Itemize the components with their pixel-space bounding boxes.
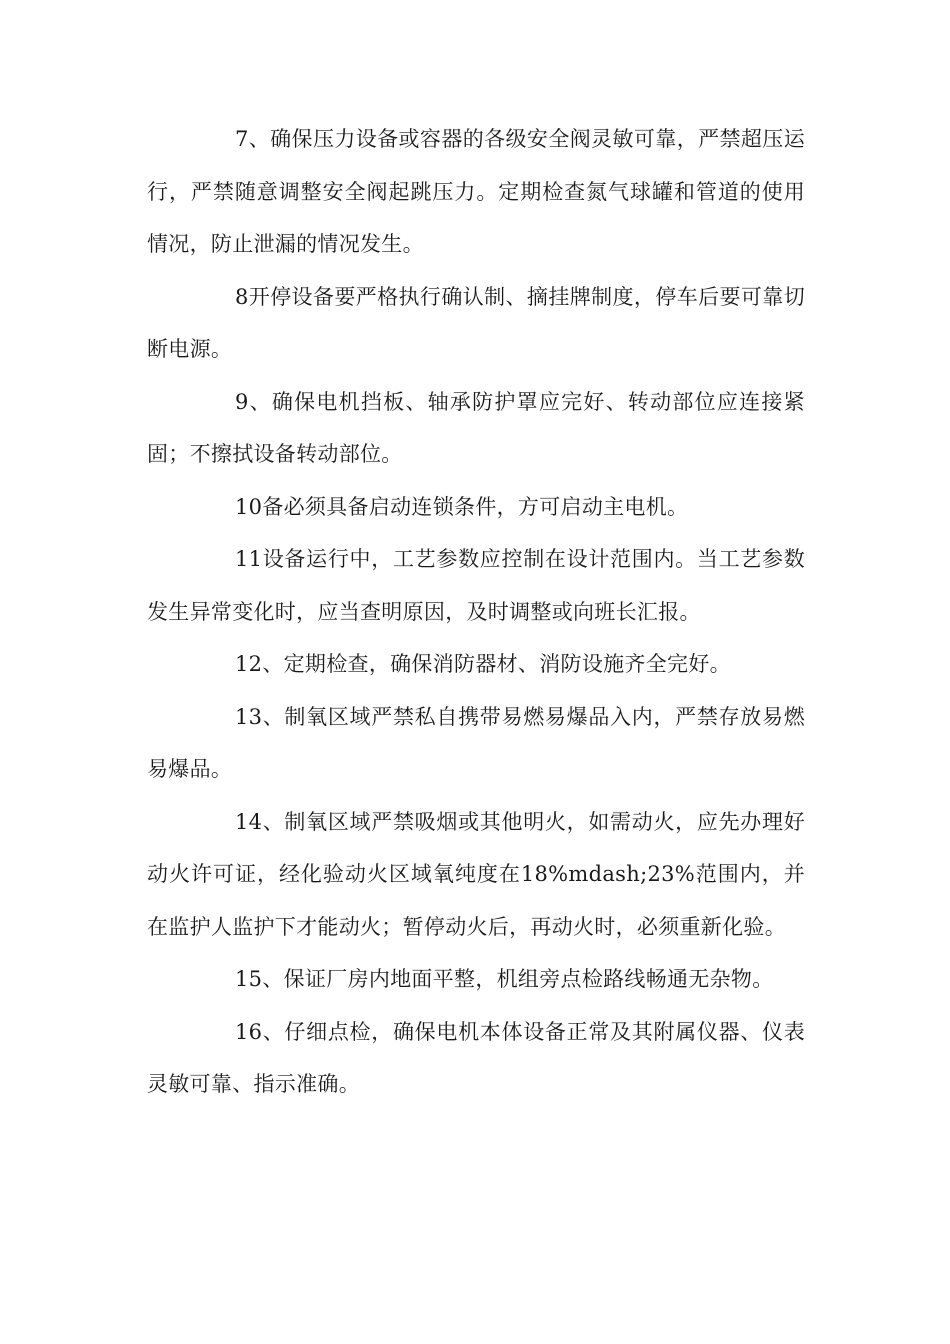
paragraph-item-14: 14、制氧区域严禁吸烟或其他明火，如需动火，应先办理好动火许可证，经化验动火区域氧纯度在18%mdash;23%范围内，并在监护人监护下才能动火；暂停动火后，再动火时，必须重新化验。 xyxy=(147,809,805,939)
paragraph-item-15: 15、保证厂房内地面平整，机组旁点检路线畅通无杂物。 xyxy=(235,967,774,991)
paragraph-item-10: 10备必须具备启动连锁条件，方可启动主电机。 xyxy=(235,494,689,519)
document-page xyxy=(147,113,805,1111)
paragraph-item-13: 13、制氧区域严禁私自携带易燃易爆品入内，严禁存放易燃易爆品。 xyxy=(147,704,805,781)
paragraph-item-16: 16、仔细点检，确保电机本体设备正常及其附属仪器、仪表灵敏可靠、指示准确。 xyxy=(147,1019,805,1096)
paragraph-item-11: 11设备运行中，工艺参数应控制在设计范围内。当工艺参数发生异常变化时，应当查明原因，及时调整或向班长汇报。 xyxy=(147,547,805,624)
paragraph-item-8: 8开停设备要严格执行确认制、摘挂牌制度，停车后要可靠切断电源。 xyxy=(147,284,805,361)
paragraph-item-9: 9、确保电机挡板、轴承防护罩应完好、转动部位应连接紧固；不擦拭设备转动部位。 xyxy=(147,389,805,466)
paragraph-item-7: 7、确保压力设备或容器的各级安全阀灵敏可靠，严禁超压运行，严禁随意调整安全阀起跳压力。定期检查氮气球罐和管道的使用情况，防止泄漏的情况发生。 xyxy=(147,127,805,256)
paragraph-item-12: 12、定期检查，确保消防器材、消防设施齐全完好。 xyxy=(235,652,731,676)
